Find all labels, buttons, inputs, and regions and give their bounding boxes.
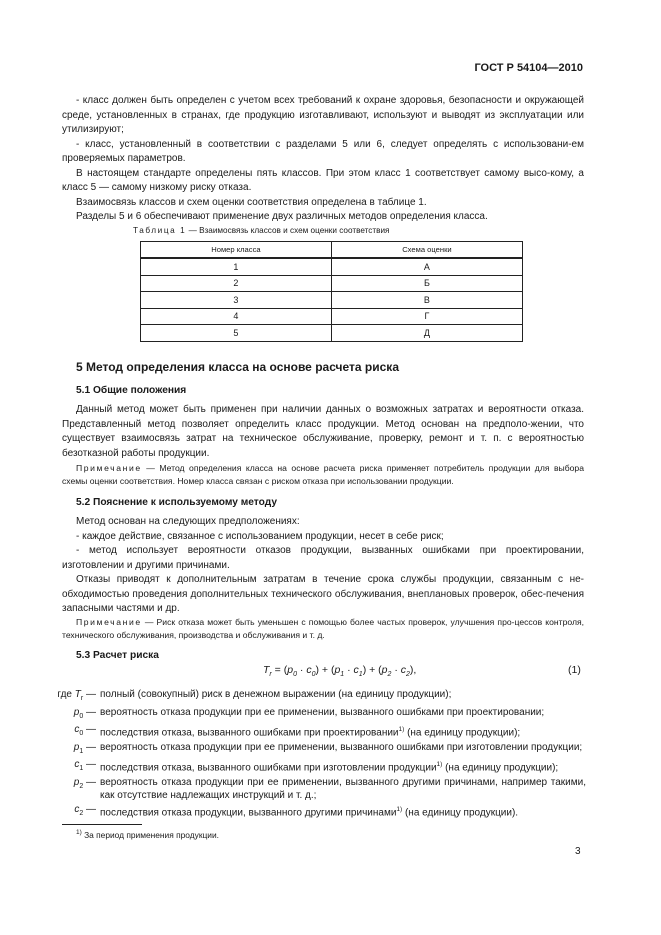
section-5-2-paragraph-2: - каждое действие, связанное с использованием продукции, несет в себе риск; [76,530,444,542]
definition-symbol: c [74,803,80,815]
table-row [141,275,523,292]
table-caption [133,226,389,235]
definition-row: $p_0$ — вероятность отказа продукции при ее применении, вызванного ошибками при проектировании; [73,706,545,720]
footnote [76,829,219,840]
definition-tail: (на единицу продукции). [402,806,519,818]
definition-symbol: c [74,724,80,735]
formula-operator: ) + ( [362,664,382,676]
footnote-ref: 1) [398,726,405,733]
formula-subscript: 1 [340,671,345,679]
formula-symbol: p [287,664,294,676]
formula-subscript: r [269,671,272,679]
class-scheme-table [140,241,523,342]
intro-paragraph-3: В настоящем стандарте определены пять классов. При этом класс 1 соответствует самому высо-кому, а класс 5 — самому низкому риску отказа. [62,167,584,193]
definition-tail: (на единицу продукции); [404,727,521,739]
definition-symbol: p [73,741,80,753]
footnote-ref: 1) [396,805,403,813]
definition-subscript: r [80,695,84,702]
table-cell-class: 5 [141,325,332,342]
definition-row: где $T_r$ — полный (совокупный) риск в денежном выражении (на единицу продукции); [57,689,452,702]
table-row [141,258,523,275]
definition-symbol: p [73,776,80,788]
formula-symbol: p [381,664,388,676]
definition-text: вероятность отказа продукции при ее применении, вызванного ошибками при проектировании; [100,706,545,718]
formula-symbol: c [306,664,312,676]
note-label: Примечание [76,463,142,473]
definition-row: $c_1$ — последствия отказа, вызванного ошибками при изготовлении продукции$^{1)}$ (на единицу продукции); [74,759,559,774]
definition-symbol: T [74,689,81,700]
table-cell-scheme: А [331,258,522,275]
definition-row: $p_2$ — вероятность отказа продукции при ее применении, вызванного другими причинами, например такими, как отсутствие надлежащих инструкций и т. д.; [73,776,586,801]
definition-subscript: 2 [79,782,84,790]
section-5-1-body [62,403,584,461]
section-5-3-title: 5.3 Расчет риска [76,650,159,661]
table-row [141,292,523,309]
formula-subscript: 2 [406,671,410,679]
page-number: 3 [575,846,581,857]
formula-subscript: 2 [387,671,392,679]
intro-block [62,94,584,225]
table-cell-scheme: Б [331,275,522,292]
definition-text: последствия отказа, вызванного ошибками при изготовлении продукции [100,762,437,774]
table-row [141,325,523,342]
definition-symbol: c [74,759,80,770]
formula-symbol: T [263,664,270,676]
table-header-class: Номер класса [141,242,332,259]
table-cell-scheme: В [331,292,522,309]
definition-subscript: 2 [79,809,84,817]
note-text: — Риск отказа может быть уменьшен с помощью более частых проверок, улучшения про-цессов контроля, технического обслуживания, производства и обслуживания и т. д. [62,617,584,640]
definition-text: полный (совокупный) риск в денежном выражении (на единицу продукции); [100,689,452,700]
document-code: ГОСТ Р 54104—2010 [474,62,583,74]
section-5-1-title: 5.1 Общие положения [76,385,187,396]
formula-symbol: p [334,664,341,676]
formula-operator: · [296,664,307,676]
table-row [141,308,523,325]
formula-symbol: c [400,664,407,676]
formula-operator: · [344,664,354,676]
where-label: где [57,689,72,700]
intro-paragraph-4: Взаимосвязь классов и схем оценки соответствия определена в таблице 1. [76,196,427,208]
section-5-2-note [62,616,584,641]
section-5-title: 5 Метод определения класса на основе расчета риска [76,360,399,374]
definition-symbol: p [73,706,80,718]
footnote-ref: 1) [436,761,443,768]
formula-operator: ) + ( [315,664,335,676]
section-5-2-body [62,515,584,617]
definition-text: последствия отказа продукции, вызванного другими причинами [100,806,397,818]
formula-operator: · [391,664,401,676]
intro-paragraph-1: - класс должен быть определен с учетом всех требований к охране здоровья, безопасности и окружающей среде, установленных в странах, где продукцию изготавливают, используют и выводят из эксплуатации или утилизируют; [62,95,584,135]
formula-subscript: 1 [358,671,363,679]
equation-number: (1) [568,664,581,676]
definition-subscript: 1 [79,747,84,755]
table-cell-scheme: Д [331,325,522,342]
definition-row: $c_2$ — последствия отказа продукции, вызванного другими причинами$^{1)}$ (на единицу продукции). [74,803,519,818]
footnote-mark: 1) [76,829,82,836]
formula-subscript: 0 [311,671,316,679]
definition-text: вероятность отказа продукции при ее применении, вызванного другими причинами, например такими, как отсутствие надлежащих инструкций и т. д.; [100,776,586,801]
definition-row: $c_0$ — последствия отказа, вызванного ошибками при проектировании$^{1)}$ (на единицу продукции); [74,724,521,739]
section-5-1-note [62,462,584,487]
intro-paragraph-2: - класс, установленный в соответствии с разделами 5 или 6, следует определять с использовани-ем проверяемых параметров. [62,138,584,164]
risk-formula [263,664,416,678]
table-header-scheme: Схема оценки [331,242,522,259]
definition-subscript: 0 [79,730,84,737]
note-label: Примечание [76,617,142,627]
definition-subscript: 1 [79,765,84,772]
table-cell-class: 2 [141,275,332,292]
definition-text: последствия отказа, вызванного ошибками при проектировании [100,727,399,739]
table-caption-text: — Взаимосвязь классов и схем оценки соответствия [186,226,390,235]
definition-text: вероятность отказа продукции при ее применении, вызванного ошибками при изготовлении продукции; [100,741,583,753]
variable-definitions [40,688,586,820]
table-cell-class: 3 [141,292,332,309]
table-cell-scheme: Г [331,308,522,325]
definition-subscript: 0 [79,712,84,720]
section-5-2-title: 5.2 Пояснение к используемому методу [76,497,277,508]
section-5-2-paragraph-1: Метод основан на следующих предположениях: [76,516,300,527]
table-cell-class: 4 [141,308,332,325]
table-cell-class: 1 [141,258,332,275]
definition-row: $p_1$ — вероятность отказа продукции при ее применении, вызванного ошибками при изготовлении продукции; [73,741,583,755]
note-text: — Метод определения класса на основе расчета риска применяет потребитель продукции для выбора схемы оценки соответствия. Номер класса связан с риском отказа при использовании продукции. [62,463,584,486]
formula-symbol: c [353,664,359,676]
footnote-text: За период применения продукции. [81,829,219,840]
footnote-divider [62,824,142,825]
section-5-2-paragraph-3: - метод использует вероятности отказов продукции, вызванных ошибками при проектировании, изготовлении и другими причинами. [62,545,584,571]
section-5-1-paragraph: Данный метод может быть применен при наличии данных о возможных затратах и вероятности отказа. Представленный метод позволяет определить класс продукции. Метод основан на предполо-жении, что существует взаимосвязь затрат на техническое обслуживание, проверку, ремонт и т. п. с вероятностью безотказной работы продукции. [62,404,584,459]
formula-operator: ), [409,664,417,676]
definition-tail: (на единицу продукции); [442,762,559,774]
intro-paragraph-5: Разделы 5 и 6 обеспечивают применение двух различных методов определения класса. [76,211,488,222]
table-header-row [141,242,523,259]
formula-subscript: 0 [293,671,297,679]
formula-operator: = ( [271,664,288,676]
section-5-2-paragraph-4: Отказы приводят к дополнительным затратам в течение срока службы продукции, связанным с не-обходимостью проведения дополнительных технического обслуживания, внеплановых проверок, обес-печения запасными частями и др. [62,574,584,614]
table-caption-label: Таблица 1 [133,226,187,235]
